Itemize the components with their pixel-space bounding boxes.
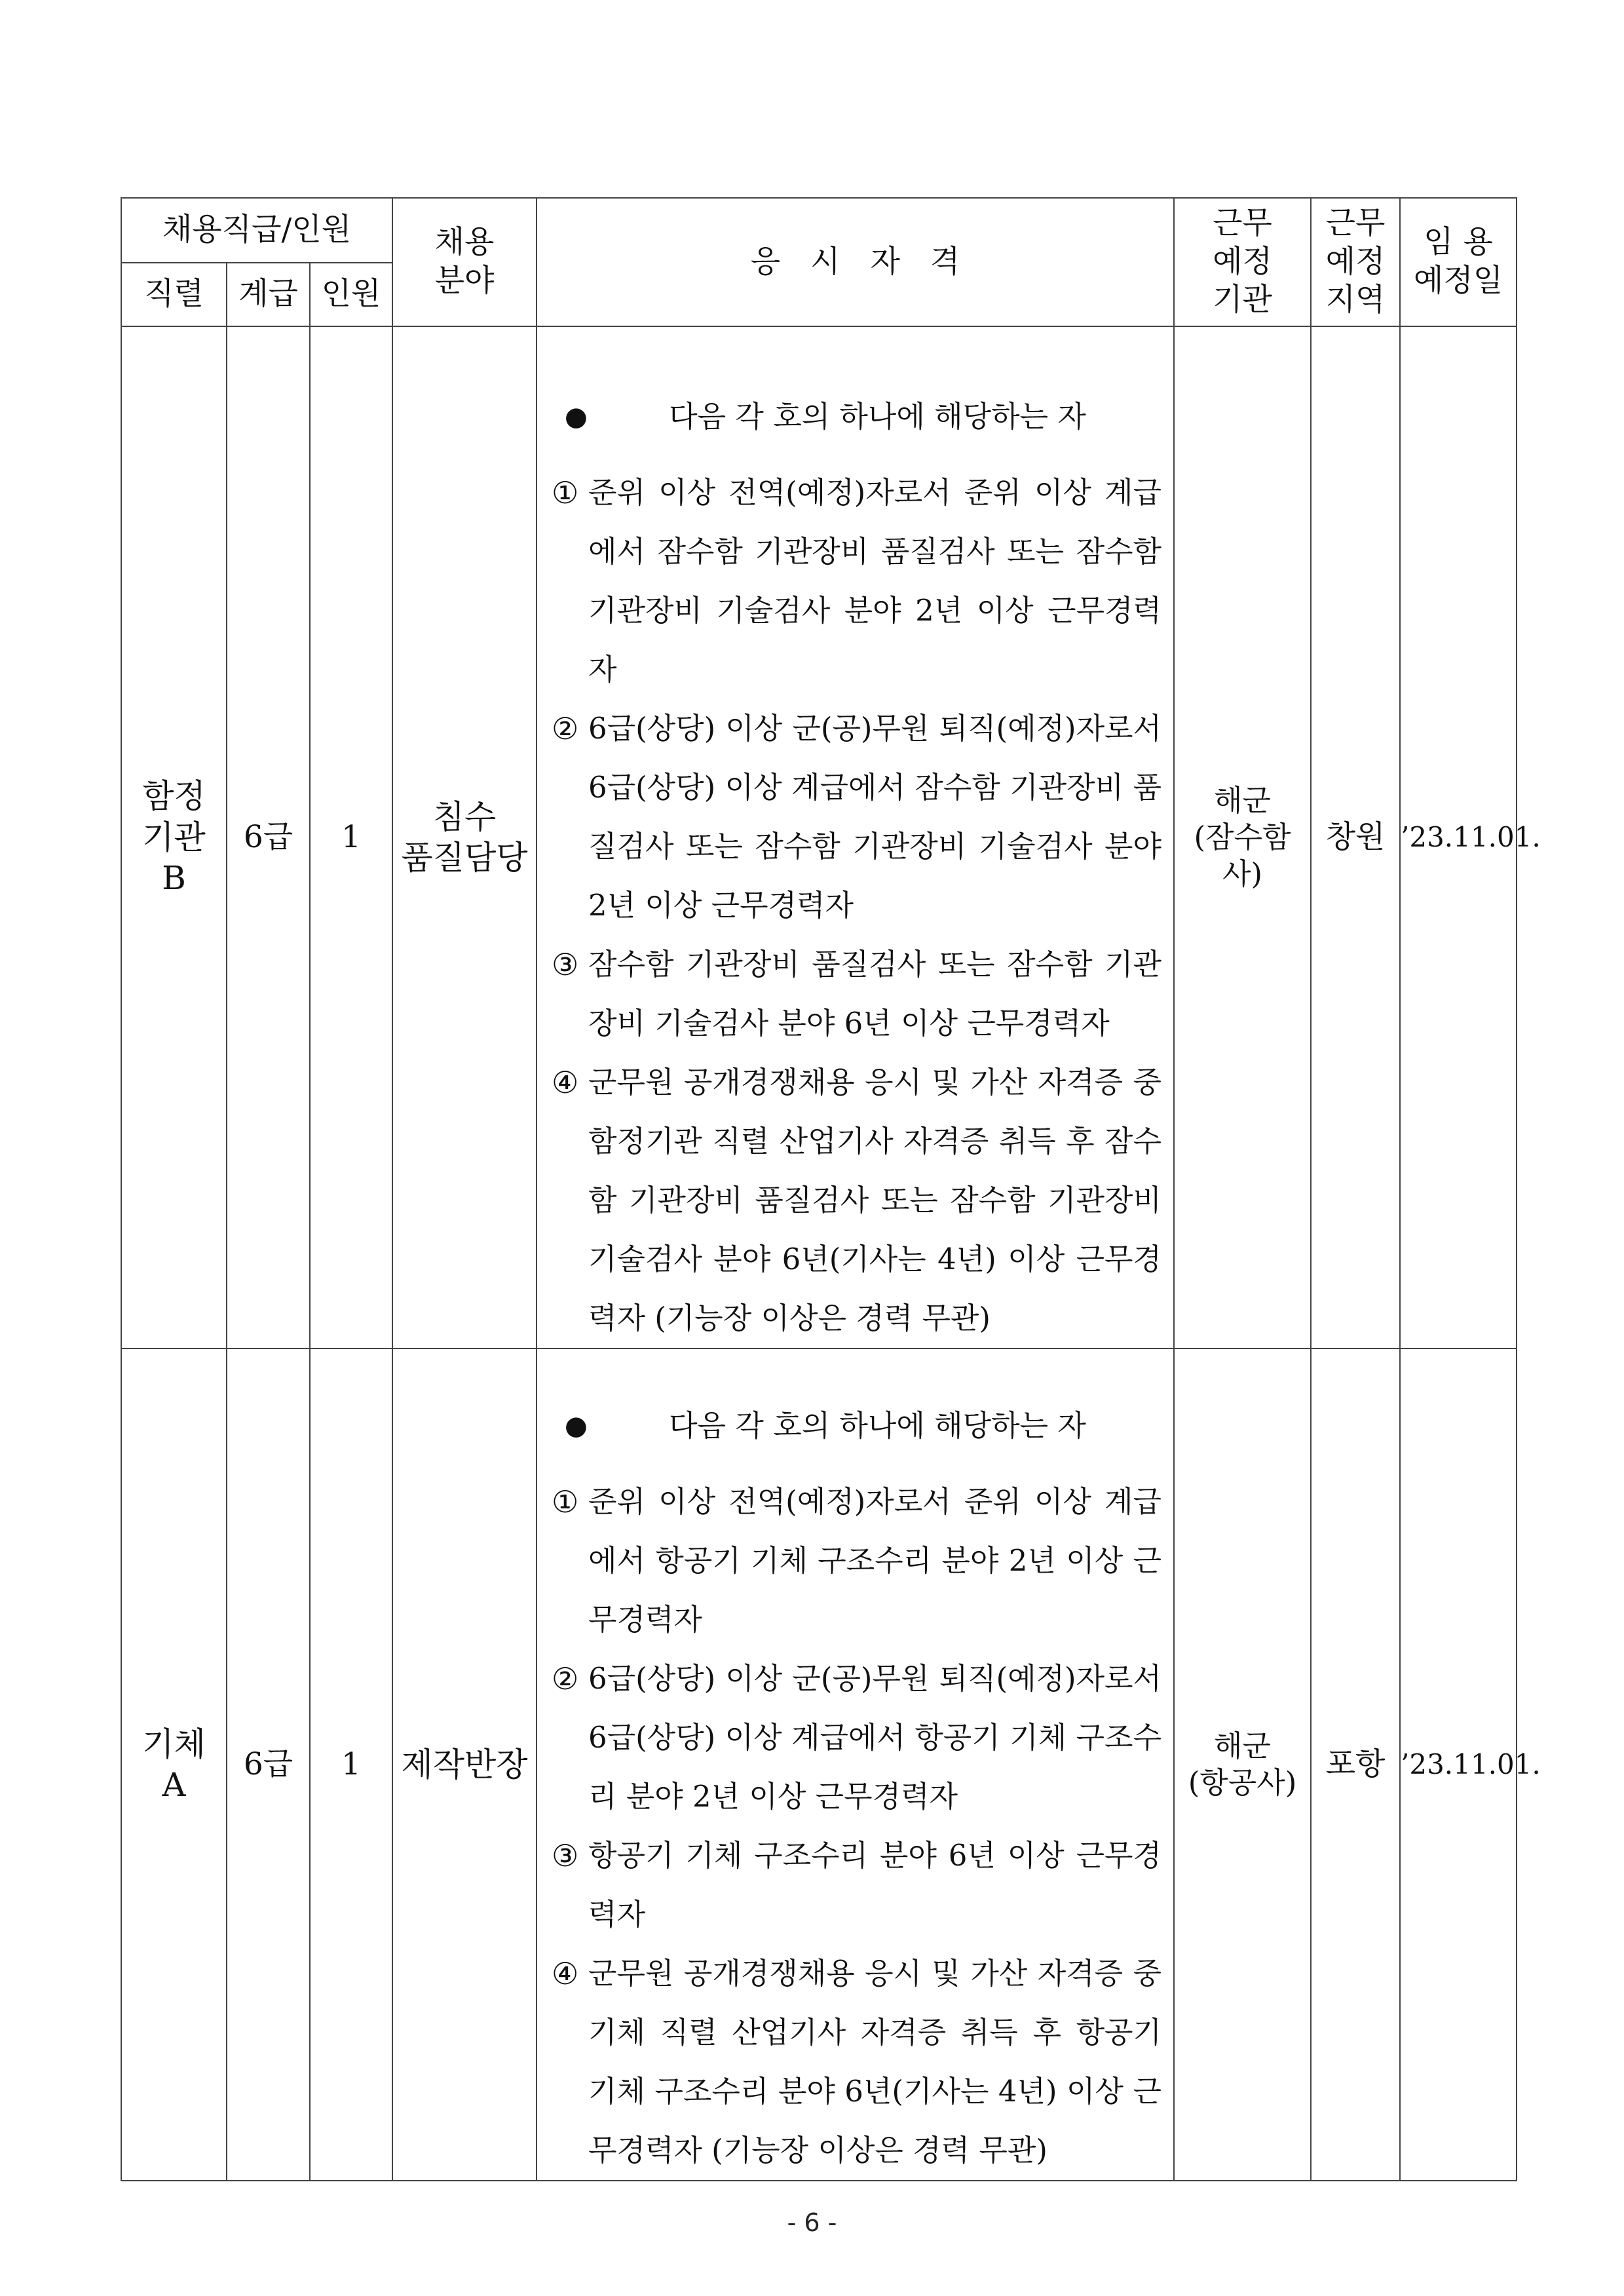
count-cell: 1: [310, 326, 392, 1349]
header-grade: 계급: [227, 263, 310, 326]
qualification-item: ④ 군무원 공개경쟁채용 응시 및 가산 자격증 중 기체 직렬 산업기사 자격증 취득 후 항공기 기체 구조수리 분야 6년(기사는 4년) 이상 근무경력자 (기능장 이상은 경력 무관): [552, 1956, 1161, 2168]
qualification-intro: ● 다음 각 호의 하나에 해당하는 자: [548, 1396, 1161, 1455]
header-count: 인원: [310, 263, 392, 326]
field-cell: 제작반장: [392, 1349, 537, 2181]
bullet-icon: ●: [565, 1411, 588, 1441]
header-position-group: 채용직급/인원: [121, 198, 392, 263]
field-cell: 침수 품질담당: [392, 326, 537, 1349]
series-cell: 함정 기관 B: [121, 326, 227, 1349]
qualification-intro: ● 다음 각 호의 하나에 해당하는 자: [548, 387, 1161, 446]
qualification-item: ③ 잠수함 기관장비 품질검사 또는 잠수함 기관장비 기술검사 분야 6년 이상 근무경력자: [552, 947, 1161, 1041]
qualification-item: ② 6급(상당) 이상 군(공)무원 퇴직(예정)자로서 6급(상당) 이상 계급에서 항공기 기체 구조수리 분야 2년 이상 근무경력자: [552, 1661, 1161, 1814]
grade-cell: 6급: [227, 326, 310, 1349]
qualification-item: ① 준위 이상 전역(예정)자로서 준위 이상 계급에서 잠수함 기관장비 품질검사 또는 잠수함 기관장비 기술검사 분야 2년 이상 근무경력자: [552, 475, 1161, 687]
header-field: 채용 분야: [392, 198, 537, 326]
qualification-item: ① 준위 이상 전역(예정)자로서 준위 이상 계급에서 항공기 기체 구조수리 분야 2년 이상 근무경력자: [552, 1484, 1161, 1637]
qualification-cell: [537, 1349, 1174, 2181]
bullet-icon: ●: [565, 402, 588, 432]
org-cell: 해군 (잠수함사): [1174, 326, 1311, 1349]
header-qualification: 응시자격: [537, 198, 1174, 326]
header-date: 임 용 예정일: [1400, 198, 1517, 326]
region-cell: 창원: [1311, 326, 1400, 1349]
qualification-item: ③ 항공기 기체 구조수리 분야 6년 이상 근무경력자: [552, 1838, 1161, 1932]
page-number: - 6 -: [787, 2208, 837, 2237]
qualification-cell: [537, 326, 1174, 1349]
qualification-item: ④ 군무원 공개경쟁채용 응시 및 가산 자격증 중 함정기관 직렬 산업기사 자격증 취득 후 잠수함 기관장비 품질검사 또는 잠수함 기관장비 기술검사 분야 6년(기사는 4년) 이상 근무경력자 (기능장 이상은 경력 무관): [552, 1065, 1161, 1335]
series-cell: 기체 A: [121, 1349, 227, 2181]
header-region: 근무 예정 지역: [1311, 198, 1400, 326]
date-cell: ’23.11.01.: [1400, 326, 1517, 1349]
date-cell: ’23.11.01.: [1400, 1349, 1517, 2181]
org-cell: 해군 (항공사): [1174, 1349, 1311, 2181]
grade-cell: 6급: [227, 1349, 310, 2181]
table-row: [121, 326, 1517, 1349]
header-series: 직렬: [121, 263, 227, 326]
table-row: [121, 1349, 1517, 2181]
count-cell: 1: [310, 1349, 392, 2181]
region-cell: 포항: [1311, 1349, 1400, 2181]
header-org: 근무 예정 기관: [1174, 198, 1311, 326]
qualification-item: ② 6급(상당) 이상 군(공)무원 퇴직(예정)자로서 6급(상당) 이상 계급에서 잠수함 기관장비 품질검사 또는 잠수함 기관장비 기술검사 분야 2년 이상 근무경력자: [552, 711, 1161, 923]
recruitment-table: [121, 197, 1541, 2181]
